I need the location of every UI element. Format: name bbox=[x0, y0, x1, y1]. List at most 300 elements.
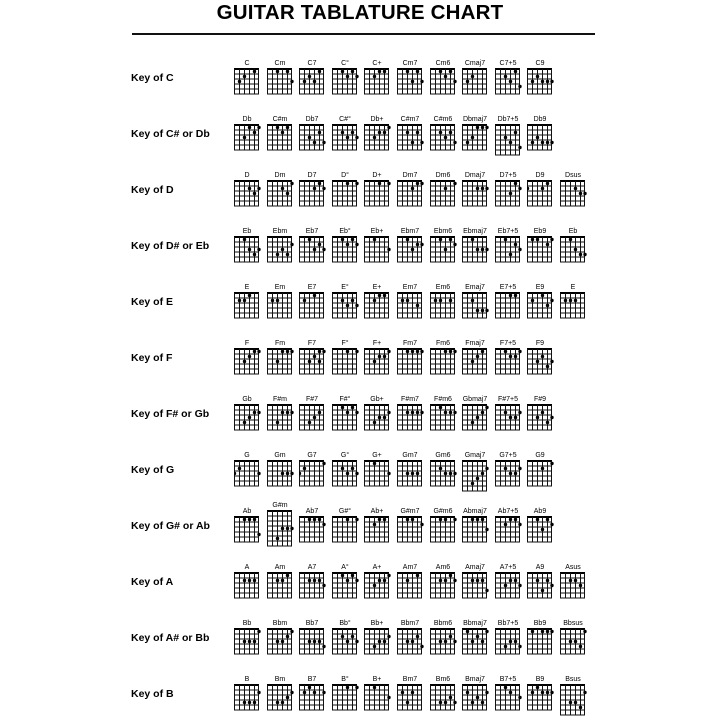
chord-diagram bbox=[527, 227, 557, 270]
fretboard-grid bbox=[527, 628, 558, 657]
fretboard-grid bbox=[267, 292, 298, 321]
finger-dot-icon bbox=[346, 472, 349, 475]
finger-dot-icon bbox=[308, 136, 311, 139]
finger-dot-icon bbox=[416, 411, 419, 414]
fretboard-grid bbox=[560, 628, 591, 657]
finger-dot-icon bbox=[449, 696, 452, 699]
finger-dot-icon bbox=[411, 411, 414, 414]
finger-dot-icon bbox=[518, 645, 521, 648]
finger-dot-icon bbox=[378, 518, 381, 521]
chord-name: C#° bbox=[339, 116, 351, 123]
chord-diagram bbox=[364, 283, 394, 326]
chord-name: F#7+5 bbox=[497, 396, 519, 403]
finger-dot-icon bbox=[355, 518, 358, 521]
finger-dot-icon bbox=[536, 686, 539, 689]
fretboard-grid bbox=[234, 292, 265, 321]
finger-dot-icon bbox=[248, 248, 251, 251]
chord-name: Amaj7 bbox=[465, 564, 485, 571]
finger-dot-icon bbox=[541, 528, 544, 531]
chord-name: E9 bbox=[535, 284, 545, 291]
chord-name: F#° bbox=[339, 396, 351, 403]
finger-dot-icon bbox=[541, 630, 544, 633]
finger-dot-icon bbox=[444, 579, 447, 582]
key-label: Key of A# or Bb bbox=[131, 632, 210, 644]
finger-dot-icon bbox=[546, 182, 549, 185]
chord-diagram bbox=[527, 339, 557, 382]
fretboard-grid bbox=[267, 684, 298, 713]
chord-diagram bbox=[364, 115, 394, 158]
chord-diagram bbox=[397, 227, 427, 270]
chord-diagram bbox=[462, 395, 492, 438]
finger-dot-icon bbox=[583, 253, 586, 256]
chord-diagram bbox=[267, 339, 297, 382]
finger-dot-icon bbox=[485, 187, 488, 190]
finger-dot-icon bbox=[355, 182, 358, 185]
finger-dot-icon bbox=[286, 574, 289, 577]
chord-diagram bbox=[364, 339, 394, 382]
chord-diagram bbox=[462, 563, 492, 606]
finger-dot-icon bbox=[290, 630, 293, 633]
finger-dot-icon bbox=[341, 299, 344, 302]
finger-dot-icon bbox=[383, 518, 386, 521]
finger-dot-icon bbox=[476, 126, 479, 129]
chord-diagram bbox=[364, 563, 394, 606]
fretboard-grid bbox=[332, 628, 363, 657]
chord-name: Ebm bbox=[272, 228, 288, 235]
finger-dot-icon bbox=[378, 640, 381, 643]
finger-dot-icon bbox=[383, 416, 386, 419]
finger-dot-icon bbox=[569, 238, 572, 241]
fretboard-grid bbox=[560, 292, 591, 321]
finger-dot-icon bbox=[416, 243, 419, 246]
finger-dot-icon bbox=[373, 136, 376, 139]
chord-diagram bbox=[527, 283, 557, 326]
chord-diagram bbox=[430, 619, 460, 662]
finger-dot-icon bbox=[509, 80, 512, 83]
finger-dot-icon bbox=[420, 80, 423, 83]
fretboard-grid bbox=[527, 68, 558, 97]
chord-name: G7+5 bbox=[499, 452, 517, 459]
finger-dot-icon bbox=[453, 701, 456, 704]
fretboard-grid bbox=[234, 348, 265, 377]
chord-diagram bbox=[234, 339, 264, 382]
finger-dot-icon bbox=[546, 304, 549, 307]
fretboard-grid bbox=[332, 68, 363, 97]
finger-dot-icon bbox=[583, 691, 586, 694]
chord-diagram bbox=[462, 115, 492, 158]
finger-dot-icon bbox=[281, 640, 284, 643]
finger-dot-icon bbox=[444, 350, 447, 353]
finger-dot-icon bbox=[253, 192, 256, 195]
finger-dot-icon bbox=[574, 248, 577, 251]
finger-dot-icon bbox=[550, 691, 553, 694]
fretboard-grid bbox=[430, 572, 461, 601]
finger-dot-icon bbox=[243, 75, 246, 78]
fretboard-grid bbox=[234, 628, 265, 657]
chord-name: G#° bbox=[338, 508, 352, 515]
finger-dot-icon bbox=[453, 182, 456, 185]
finger-dot-icon bbox=[574, 701, 577, 704]
fretboard-grid bbox=[267, 124, 298, 153]
finger-dot-icon bbox=[253, 70, 256, 73]
finger-dot-icon bbox=[378, 355, 381, 358]
finger-dot-icon bbox=[253, 253, 256, 256]
fretboard-grid bbox=[462, 236, 493, 265]
finger-dot-icon bbox=[449, 411, 452, 414]
finger-dot-icon bbox=[583, 192, 586, 195]
fretboard-grid bbox=[267, 510, 298, 549]
finger-dot-icon bbox=[546, 518, 549, 521]
finger-dot-icon bbox=[481, 518, 484, 521]
chord-diagram bbox=[234, 451, 264, 494]
finger-dot-icon bbox=[346, 686, 349, 689]
finger-dot-icon bbox=[346, 350, 349, 353]
finger-dot-icon bbox=[546, 365, 549, 368]
fretboard-grid bbox=[397, 628, 428, 657]
fretboard-grid bbox=[560, 236, 591, 265]
finger-dot-icon bbox=[476, 248, 479, 251]
chord-diagram bbox=[299, 451, 329, 494]
finger-dot-icon bbox=[485, 630, 488, 633]
chord-diagram bbox=[267, 227, 297, 270]
finger-dot-icon bbox=[449, 635, 452, 638]
fretboard-grid bbox=[495, 292, 526, 321]
finger-dot-icon bbox=[290, 350, 293, 353]
finger-dot-icon bbox=[238, 467, 241, 470]
chord-diagram bbox=[430, 283, 460, 326]
fretboard-grid bbox=[462, 124, 493, 153]
finger-dot-icon bbox=[257, 248, 260, 251]
chord-diagram bbox=[495, 339, 525, 382]
chord-diagram bbox=[299, 619, 329, 662]
chord-name: Bbm bbox=[272, 620, 288, 627]
chord-diagram bbox=[462, 675, 492, 718]
fretboard-grid bbox=[234, 68, 265, 97]
finger-dot-icon bbox=[444, 518, 447, 521]
finger-dot-icon bbox=[518, 467, 521, 470]
fretboard-grid bbox=[527, 292, 558, 321]
finger-dot-icon bbox=[536, 579, 539, 582]
fretboard-grid bbox=[332, 572, 363, 601]
finger-dot-icon bbox=[439, 238, 442, 241]
finger-dot-icon bbox=[351, 131, 354, 134]
finger-dot-icon bbox=[481, 187, 484, 190]
chord-diagram bbox=[462, 59, 492, 102]
finger-dot-icon bbox=[439, 640, 442, 643]
chord-name: F° bbox=[341, 340, 349, 347]
chord-diagram bbox=[495, 563, 525, 606]
fretboard-grid bbox=[495, 516, 526, 545]
chord-diagram bbox=[397, 339, 427, 382]
finger-dot-icon bbox=[564, 299, 567, 302]
finger-dot-icon bbox=[476, 579, 479, 582]
finger-dot-icon bbox=[550, 360, 553, 363]
finger-dot-icon bbox=[518, 248, 521, 251]
finger-dot-icon bbox=[387, 472, 390, 475]
finger-dot-icon bbox=[290, 80, 293, 83]
fretboard-grid bbox=[234, 180, 265, 209]
finger-dot-icon bbox=[509, 640, 512, 643]
chord-diagram bbox=[364, 675, 394, 718]
finger-dot-icon bbox=[373, 645, 376, 648]
chord-diagram bbox=[267, 283, 297, 326]
chord-diagram bbox=[397, 675, 427, 718]
chord-name: Ebm6 bbox=[433, 228, 453, 235]
finger-dot-icon bbox=[411, 691, 414, 694]
chord-diagram bbox=[495, 227, 525, 270]
chord-diagram bbox=[560, 227, 590, 270]
finger-dot-icon bbox=[303, 691, 306, 694]
finger-dot-icon bbox=[355, 136, 358, 139]
fretboard-grid bbox=[364, 68, 395, 97]
finger-dot-icon bbox=[351, 635, 354, 638]
finger-dot-icon bbox=[416, 182, 419, 185]
chord-diagram bbox=[299, 227, 329, 270]
finger-dot-icon bbox=[536, 518, 539, 521]
finger-dot-icon bbox=[303, 299, 306, 302]
finger-dot-icon bbox=[401, 691, 404, 694]
finger-dot-icon bbox=[574, 579, 577, 582]
finger-dot-icon bbox=[449, 70, 452, 73]
finger-dot-icon bbox=[355, 75, 358, 78]
chord-diagram bbox=[267, 563, 297, 606]
fretboard-grid bbox=[397, 292, 428, 321]
finger-dot-icon bbox=[308, 238, 311, 241]
finger-dot-icon bbox=[313, 579, 316, 582]
page-title: GUITAR TABLATURE CHART bbox=[216, 1, 504, 24]
chord-name: Dmaj7 bbox=[464, 172, 486, 179]
key-label: Key of A bbox=[131, 576, 174, 588]
chord-name: Gm6 bbox=[435, 452, 451, 459]
chord-name: C bbox=[244, 60, 250, 67]
chord-name: Em7 bbox=[402, 284, 418, 291]
finger-dot-icon bbox=[514, 131, 517, 134]
chord-name: E+ bbox=[372, 284, 382, 291]
finger-dot-icon bbox=[411, 350, 414, 353]
chord-name: Bb9 bbox=[533, 620, 547, 627]
finger-dot-icon bbox=[248, 126, 251, 129]
finger-dot-icon bbox=[387, 182, 390, 185]
chord-name: F bbox=[244, 340, 250, 347]
chord-name: Bbsus bbox=[563, 620, 583, 627]
finger-dot-icon bbox=[322, 462, 325, 465]
finger-dot-icon bbox=[378, 294, 381, 297]
finger-dot-icon bbox=[346, 304, 349, 307]
finger-dot-icon bbox=[485, 406, 488, 409]
finger-dot-icon bbox=[341, 70, 344, 73]
chord-diagram bbox=[430, 507, 460, 550]
chord-name: Ebm7 bbox=[400, 228, 420, 235]
fretboard-grid bbox=[495, 628, 526, 657]
chord-name: G#m6 bbox=[433, 508, 453, 515]
finger-dot-icon bbox=[406, 518, 409, 521]
finger-dot-icon bbox=[471, 238, 474, 241]
chord-diagram bbox=[332, 59, 362, 102]
fretboard-grid bbox=[234, 404, 265, 433]
finger-dot-icon bbox=[439, 131, 442, 134]
fretboard-grid bbox=[462, 68, 493, 97]
chord-name: G+ bbox=[372, 452, 382, 459]
chord-diagram bbox=[430, 59, 460, 102]
finger-dot-icon bbox=[276, 579, 279, 582]
fretboard-grid bbox=[364, 236, 395, 265]
finger-dot-icon bbox=[416, 131, 419, 134]
finger-dot-icon bbox=[243, 421, 246, 424]
chord-name: Em bbox=[274, 284, 286, 291]
finger-dot-icon bbox=[444, 136, 447, 139]
chord-diagram bbox=[462, 619, 492, 662]
finger-dot-icon bbox=[476, 696, 479, 699]
finger-dot-icon bbox=[541, 411, 544, 414]
chord-name: F#7 bbox=[305, 396, 319, 403]
fretboard-grid bbox=[299, 348, 330, 377]
fretboard-grid bbox=[527, 684, 558, 713]
fretboard-grid bbox=[560, 572, 591, 601]
chord-name: A+ bbox=[372, 564, 382, 571]
finger-dot-icon bbox=[416, 304, 419, 307]
chord-diagram bbox=[462, 507, 492, 550]
chord-diagram bbox=[495, 171, 525, 214]
chord-name: Gb bbox=[242, 396, 252, 403]
finger-dot-icon bbox=[253, 579, 256, 582]
chord-name: B9 bbox=[535, 676, 545, 683]
finger-dot-icon bbox=[355, 579, 358, 582]
chord-name: Bbm7 bbox=[400, 620, 420, 627]
chord-name: F9 bbox=[535, 340, 545, 347]
finger-dot-icon bbox=[471, 701, 474, 704]
finger-dot-icon bbox=[281, 350, 284, 353]
chord-name: Eb° bbox=[339, 228, 351, 235]
finger-dot-icon bbox=[378, 416, 381, 419]
finger-dot-icon bbox=[234, 472, 236, 475]
fretboard-grid bbox=[397, 124, 428, 153]
finger-dot-icon bbox=[351, 574, 354, 577]
chord-name: Bmaj7 bbox=[465, 676, 485, 683]
finger-dot-icon bbox=[476, 416, 479, 419]
chord-name: Fmaj7 bbox=[465, 340, 485, 347]
finger-dot-icon bbox=[416, 350, 419, 353]
finger-dot-icon bbox=[355, 243, 358, 246]
finger-dot-icon bbox=[276, 126, 279, 129]
fretboard-grid bbox=[462, 684, 493, 713]
finger-dot-icon bbox=[387, 248, 390, 251]
finger-dot-icon bbox=[509, 294, 512, 297]
finger-dot-icon bbox=[383, 70, 386, 73]
chord-name: Db bbox=[242, 116, 252, 123]
chord-diagram bbox=[364, 451, 394, 494]
chord-diagram bbox=[234, 619, 264, 662]
chord-diagram bbox=[495, 507, 525, 550]
finger-dot-icon bbox=[308, 640, 311, 643]
finger-dot-icon bbox=[373, 75, 376, 78]
fretboard-grid bbox=[332, 292, 363, 321]
finger-dot-icon bbox=[248, 701, 251, 704]
finger-dot-icon bbox=[290, 411, 293, 414]
chord-diagram bbox=[397, 619, 427, 662]
finger-dot-icon bbox=[401, 299, 404, 302]
finger-dot-icon bbox=[471, 136, 474, 139]
finger-dot-icon bbox=[290, 691, 293, 694]
fretboard-grid bbox=[364, 516, 395, 545]
chord-diagram bbox=[332, 507, 362, 550]
chord-diagram bbox=[299, 563, 329, 606]
fretboard-grid bbox=[397, 460, 428, 489]
finger-dot-icon bbox=[387, 635, 390, 638]
finger-dot-icon bbox=[444, 187, 447, 190]
chord-name: F7+5 bbox=[499, 340, 517, 347]
finger-dot-icon bbox=[243, 238, 246, 241]
finger-dot-icon bbox=[481, 248, 484, 251]
finger-dot-icon bbox=[281, 131, 284, 134]
finger-dot-icon bbox=[355, 304, 358, 307]
chord-name: Gm7 bbox=[402, 452, 418, 459]
chord-diagram bbox=[462, 339, 492, 382]
fretboard-grid bbox=[495, 572, 526, 601]
chord-diagram bbox=[364, 227, 394, 270]
chord-name: A9 bbox=[535, 564, 545, 571]
fretboard-grid bbox=[495, 236, 526, 265]
finger-dot-icon bbox=[518, 696, 521, 699]
chord-name: Ab9 bbox=[533, 508, 547, 515]
fretboard-grid bbox=[430, 628, 461, 657]
finger-dot-icon bbox=[286, 192, 289, 195]
chord-diagram bbox=[299, 339, 329, 382]
chord-diagram bbox=[527, 59, 557, 102]
finger-dot-icon bbox=[453, 80, 456, 83]
finger-dot-icon bbox=[444, 701, 447, 704]
chord-name: D° bbox=[341, 172, 349, 179]
finger-dot-icon bbox=[248, 355, 251, 358]
finger-dot-icon bbox=[439, 701, 442, 704]
chord-name: E° bbox=[341, 284, 349, 291]
fretboard-grid bbox=[267, 572, 298, 601]
finger-dot-icon bbox=[248, 518, 251, 521]
finger-dot-icon bbox=[281, 248, 284, 251]
chord-diagram bbox=[234, 115, 264, 158]
finger-dot-icon bbox=[373, 523, 376, 526]
title-divider bbox=[132, 33, 595, 35]
finger-dot-icon bbox=[318, 350, 321, 353]
fretboard-grid bbox=[332, 684, 363, 713]
chord-diagram bbox=[527, 171, 557, 214]
key-label: Key of B bbox=[131, 688, 174, 700]
chord-name: C7 bbox=[307, 60, 317, 67]
finger-dot-icon bbox=[514, 243, 517, 246]
chord-diagram bbox=[234, 563, 264, 606]
finger-dot-icon bbox=[518, 411, 521, 414]
fretboard-grid bbox=[430, 292, 461, 321]
fretboard-grid bbox=[462, 460, 493, 494]
chord-name: Gm bbox=[274, 452, 286, 459]
fretboard-grid bbox=[495, 124, 526, 158]
chord-diagram bbox=[332, 451, 362, 494]
finger-dot-icon bbox=[406, 238, 409, 241]
finger-dot-icon bbox=[276, 537, 279, 540]
chord-diagram bbox=[560, 563, 590, 606]
finger-dot-icon bbox=[514, 640, 517, 643]
chord-diagram bbox=[495, 675, 525, 718]
finger-dot-icon bbox=[449, 350, 452, 353]
finger-dot-icon bbox=[504, 584, 507, 587]
chord-diagram bbox=[560, 171, 590, 214]
fretboard-grid bbox=[462, 516, 493, 545]
chord-diagram bbox=[234, 171, 264, 214]
chord-diagram bbox=[267, 115, 297, 158]
finger-dot-icon bbox=[509, 192, 512, 195]
finger-dot-icon bbox=[243, 518, 246, 521]
chord-name: B bbox=[244, 676, 250, 683]
chord-diagram bbox=[430, 227, 460, 270]
